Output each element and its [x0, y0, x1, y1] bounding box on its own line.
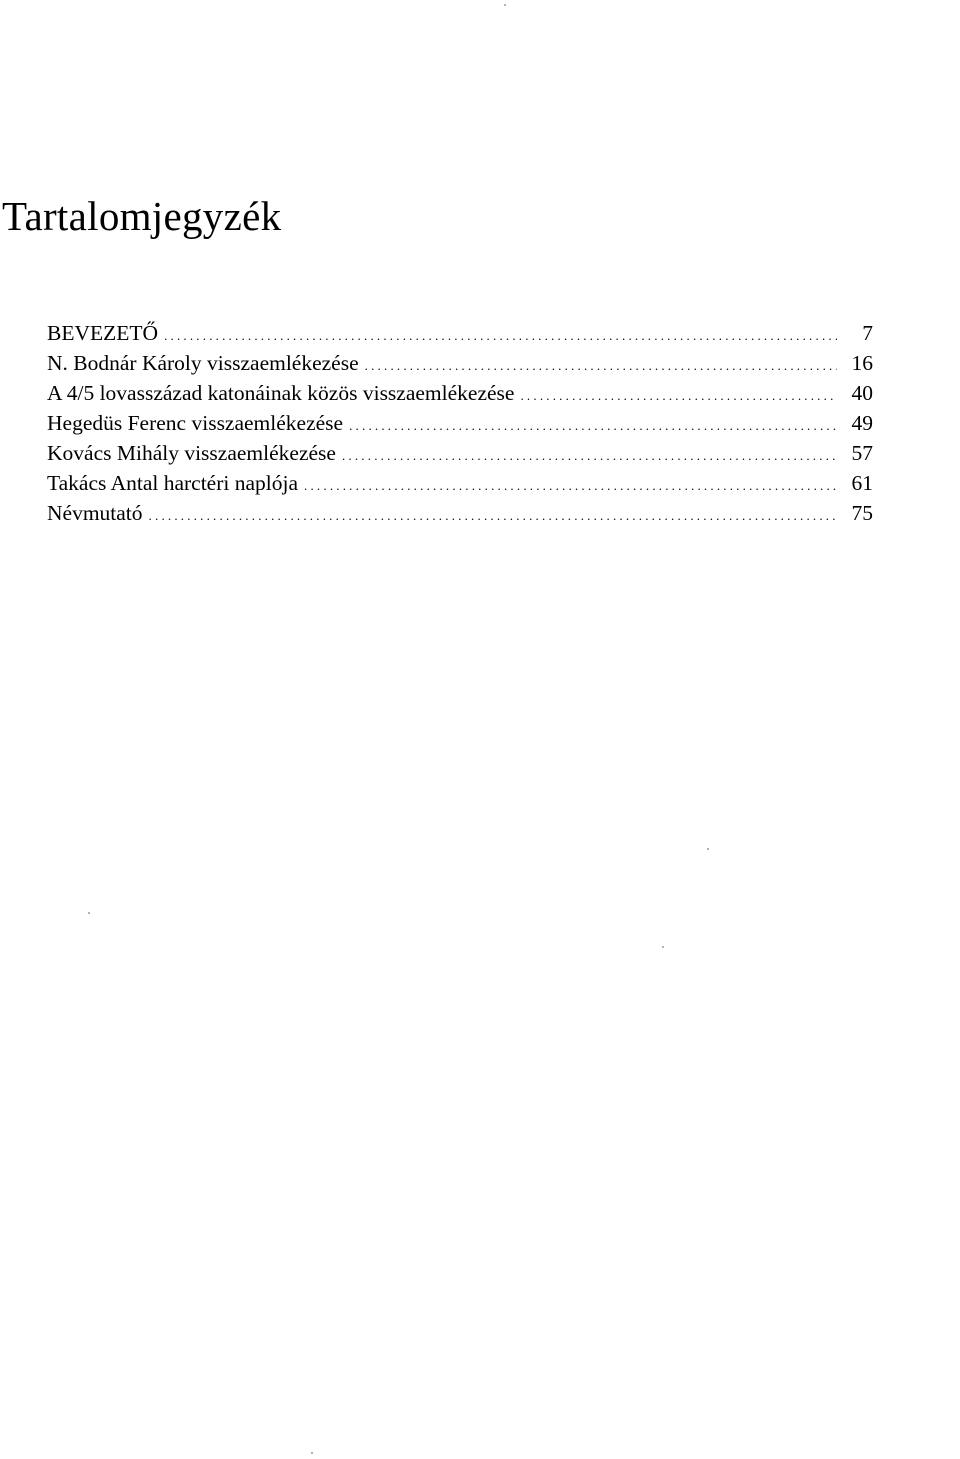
- toc-entry-page: 57: [851, 441, 873, 465]
- dot-leader: [365, 351, 837, 381]
- scan-speck: [662, 946, 664, 948]
- toc-entry-label: N. Bodnár Károly visszaemlékezése: [47, 351, 359, 375]
- toc-entry: [47, 378, 873, 408]
- table-of-contents: [47, 318, 873, 528]
- toc-entry-page: 7: [862, 321, 873, 345]
- toc-entry-label: Takács Antal harctéri naplója: [47, 471, 299, 495]
- toc-entry-label: Kovács Mihály visszaemlékezése: [47, 441, 336, 465]
- dot-leader: [164, 321, 837, 351]
- dot-leader: [342, 441, 837, 471]
- scan-speck: [707, 848, 709, 850]
- toc-entry-label: BEVEZETŐ: [47, 321, 159, 345]
- toc-entry-page: 49: [851, 411, 873, 435]
- dot-leader: [349, 411, 837, 441]
- dot-leader: [520, 381, 837, 411]
- toc-entry: [47, 318, 873, 348]
- toc-entry-label: A 4/5 lovasszázad katonáinak közös visszaemlékezése: [47, 381, 515, 405]
- toc-entry-page: 16: [851, 351, 873, 375]
- toc-entry-page: 61: [851, 471, 873, 495]
- toc-entry-label: Hegedüs Ferenc visszaemlékezése: [47, 411, 344, 435]
- toc-entry: [47, 408, 873, 438]
- toc-entry-page: 40: [851, 381, 873, 405]
- toc-entry: [47, 498, 873, 528]
- dot-leader: [149, 501, 837, 531]
- toc-entry: [47, 438, 873, 468]
- page-title: Tartalomjegyzék: [2, 193, 282, 239]
- toc-entry-page: 75: [851, 501, 873, 525]
- scan-speck: [88, 912, 90, 914]
- scan-speck: [504, 4, 506, 6]
- toc-entry: [47, 348, 873, 378]
- dot-leader: [304, 471, 837, 501]
- toc-entry: [47, 468, 873, 498]
- toc-entry-label: Névmutató: [47, 501, 143, 525]
- scan-speck: [311, 1452, 313, 1454]
